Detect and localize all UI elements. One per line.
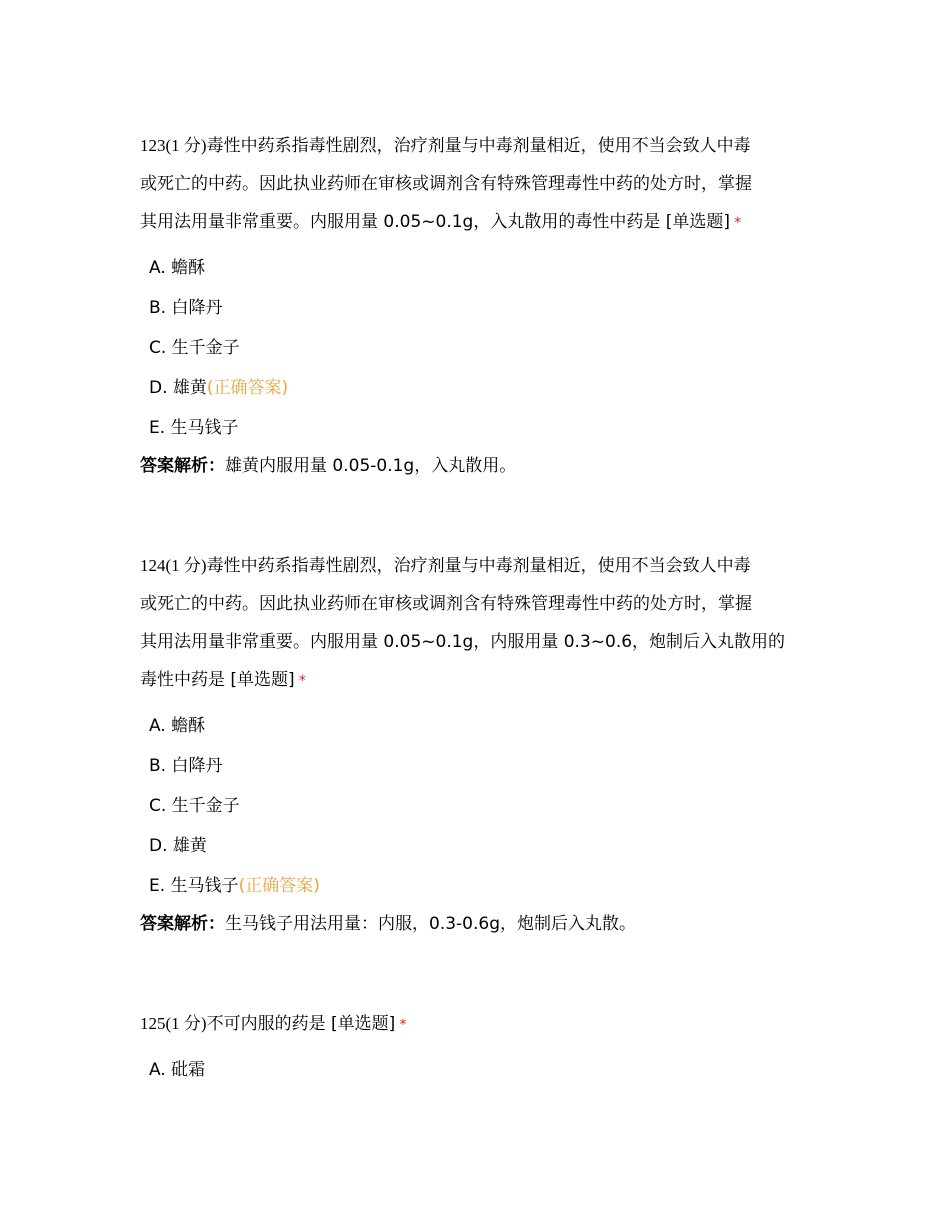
required-mark: * [298, 673, 306, 689]
option-a[interactable] [149, 1050, 820, 1090]
stem-line: 或死亡的中药。因此执业药师在审核或调剂含有特殊管理毒性中药的处方时，掌握 [140, 174, 752, 194]
stem-line: 或死亡的中药。因此执业药师在审核或调剂含有特殊管理毒性中药的处方时，掌握 [140, 594, 752, 614]
option-a[interactable] [149, 706, 820, 746]
option-b[interactable] [149, 288, 820, 328]
required-mark: * [399, 1017, 407, 1033]
stem-text: 不可内服的药是 [单选题] [206, 1014, 396, 1034]
option-c[interactable] [149, 786, 820, 826]
option-label: B. 白降丹 [149, 756, 223, 776]
analysis-text: 生马钱子用法用量：内服，0.3-0.6g，炮制后入丸散。 [225, 914, 636, 934]
stem-line [140, 127, 820, 165]
question-score: (1 分) [165, 1014, 207, 1033]
option-label: E. 生马钱子 [149, 418, 239, 438]
analysis-text: 雄黄内服用量 0.05-0.1g，入丸散用。 [225, 456, 517, 476]
document-page [140, 127, 820, 1090]
option-e[interactable] [149, 408, 820, 448]
stem-text: 毒性中药系指毒性剧烈，治疗剂量与中毒剂量相近，使用不当会致人中毒 [206, 136, 751, 156]
spacer [140, 944, 820, 1005]
correct-answer-tag: (正确答案) [238, 876, 320, 896]
question-number: 123 [140, 136, 166, 155]
option-label: A. 蟾酥 [149, 716, 206, 736]
question-number: 125 [140, 1014, 166, 1033]
option-d[interactable] [149, 368, 820, 408]
question-123 [140, 127, 820, 486]
stem-line [140, 547, 820, 585]
option-label: D. 雄黄 [149, 836, 207, 856]
stem-text: 其用法用量非常重要。内服用量 0.05~0.1g，入丸散用的毒性中药是 [单选题] [140, 212, 730, 232]
question-125 [140, 1005, 820, 1090]
stem-text: 毒性中药是 [单选题] [140, 670, 295, 690]
required-mark: * [734, 215, 742, 231]
stem-line [140, 1005, 820, 1044]
option-label: C. 生千金子 [149, 796, 240, 816]
question-stem [140, 1005, 820, 1044]
option-label: A. 砒霜 [149, 1060, 206, 1080]
option-label: E. 生马钱子 [149, 876, 239, 896]
question-number: 124 [140, 556, 166, 575]
question-stem [140, 127, 820, 242]
option-label: B. 白降丹 [149, 298, 223, 318]
option-c[interactable] [149, 328, 820, 368]
question-score: (1 分) [165, 136, 207, 155]
option-label: C. 生千金子 [149, 338, 240, 358]
option-a[interactable] [149, 248, 820, 288]
option-label: D. 雄黄 [149, 378, 207, 398]
question-score: (1 分) [165, 556, 207, 575]
stem-text: 毒性中药系指毒性剧烈，治疗剂量与中毒剂量相近，使用不当会致人中毒 [206, 556, 751, 576]
spacer [140, 486, 820, 547]
stem-line [140, 203, 820, 242]
stem-line [140, 661, 820, 700]
option-d[interactable] [149, 826, 820, 866]
options-list [140, 706, 820, 906]
option-b[interactable] [149, 746, 820, 786]
analysis-label: 答案解析： [140, 914, 225, 934]
answer-analysis [140, 446, 820, 486]
option-label: A. 蟾酥 [149, 258, 206, 278]
analysis-label: 答案解析： [140, 456, 225, 476]
correct-answer-tag: (正确答案) [206, 378, 289, 398]
option-e[interactable] [149, 866, 820, 906]
options-list [140, 248, 820, 448]
stem-line: 其用法用量非常重要。内服用量 0.05~0.1g，内服用量 0.3~0.6，炮制后入丸散用的 [140, 632, 786, 652]
answer-analysis [140, 904, 820, 944]
question-stem [140, 547, 820, 700]
options-list [140, 1050, 820, 1090]
question-124 [140, 547, 820, 944]
